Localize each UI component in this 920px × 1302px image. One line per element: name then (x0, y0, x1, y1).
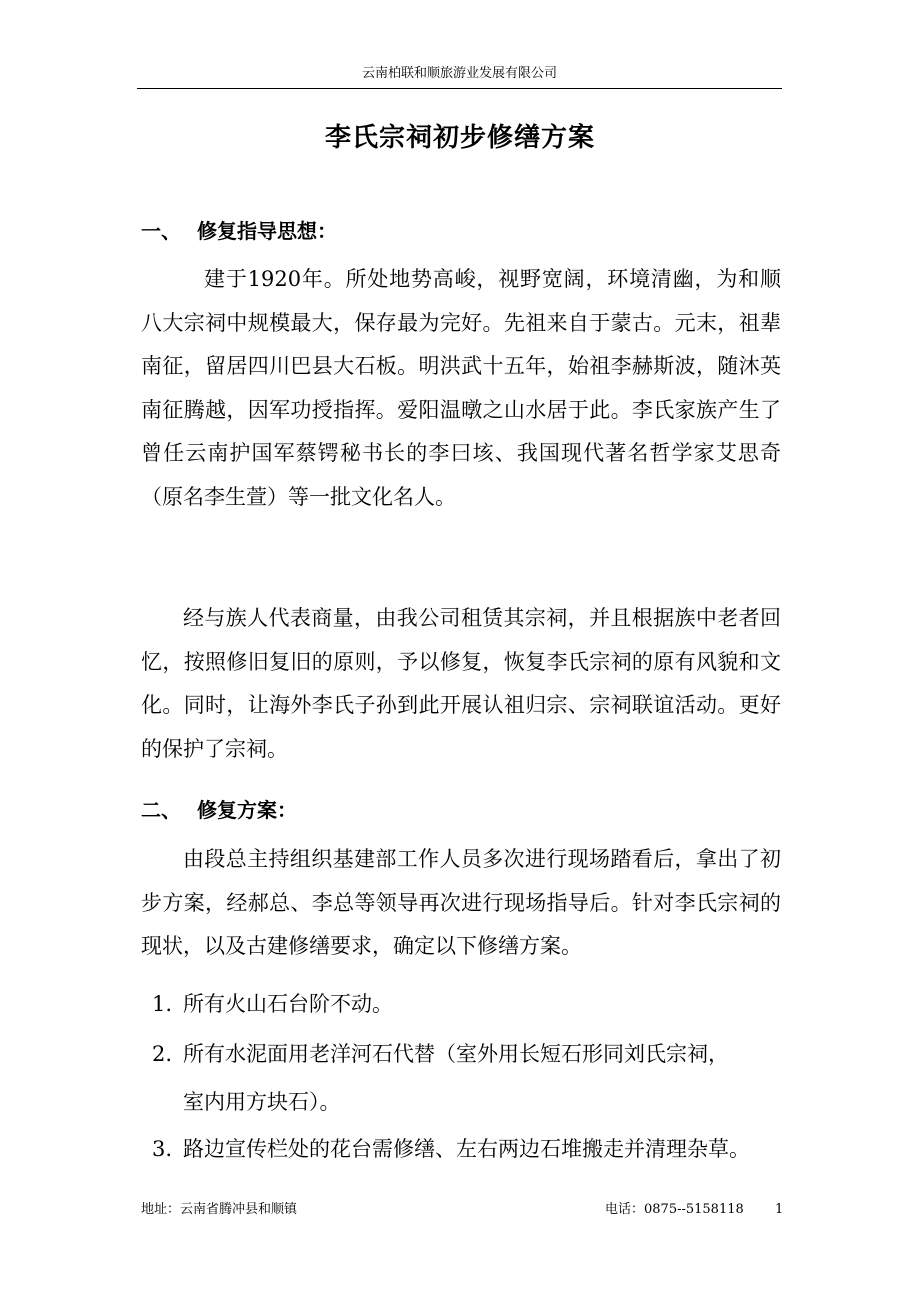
header-company: 云南柏联和顺旅游业发展有限公司 (361, 66, 557, 81)
list-item-text: 所有火山石台阶不动。 (183, 992, 393, 1016)
section-2-number: 二、 (141, 798, 181, 822)
section-2-intro: 由段总主持组织基建部工作人员多次进行现场踏看后，拿出了初步方案，经郝总、李总等领导再次进行现场指导后。针对李氏宗祠的现状，以及古建修缮要求，确定以下修缮方案。 (141, 847, 781, 958)
page-header (137, 64, 782, 89)
section-2-heading (141, 795, 297, 825)
section-1-number: 一、 (141, 219, 181, 243)
list-item-continuation: 室内用方块石）。 (183, 1089, 341, 1114)
section-1-heading (141, 216, 337, 246)
page-footer (141, 1200, 784, 1224)
document-title: 李氏宗祠初步修缮方案 (324, 123, 595, 153)
section-1-paragraph-2: 经与族人代表商量，由我公司租赁其宗祠，并且根据族中老者回忆，按照修旧复旧的原则，予以修复，恢复李氏宗祠的原有风貌和文化。同时，让海外李氏子孙到此开展认祖归宗、宗祠联谊活动。更好的保护了宗祠。 (141, 606, 781, 761)
section-1-title: 修复指导思想： (197, 219, 337, 243)
list-item-3 (152, 1128, 788, 1172)
section-1-paragraph-1: 建于1920年。所处地势高峻，视野宽阔，环境清幽，为和顺八大宗祠中规模最大，保存最为完好。先祖来自于蒙古。元末，祖辈南征，留居四川巴县大石板。明洪武十五年，始祖李赫斯波，随沐英南征腾越，因军功授指挥。爱阳温暾之山水居于此。李氏家族产生了曾任云南护国军蔡锷秘书长的李曰垓、我国现代著名哲学家艾思奇（原名李生萱）等一批文化名人。 (141, 267, 781, 509)
footer-address: 地址：云南省腾冲县和顺镇 (141, 1202, 298, 1217)
list-item-number: 1. (152, 992, 173, 1016)
list-item-1 (152, 983, 788, 1027)
page-number: 1 (775, 1202, 784, 1217)
footer-phone: 电话：0875--5158118 (605, 1202, 744, 1217)
list-item-text: 所有水泥面用老洋河石代替（室外用长短石形同刘氏宗祠， (183, 1042, 729, 1066)
list-item-number: 2. (152, 1042, 173, 1066)
list-item-2 (152, 1033, 788, 1124)
list-item-number: 3. (152, 1137, 173, 1161)
section-2-title: 修复方案： (197, 798, 297, 822)
list-item-text: 路边宣传栏处的花台需修缮、左右两边石堆搬走并清理杂草。 (183, 1137, 750, 1161)
